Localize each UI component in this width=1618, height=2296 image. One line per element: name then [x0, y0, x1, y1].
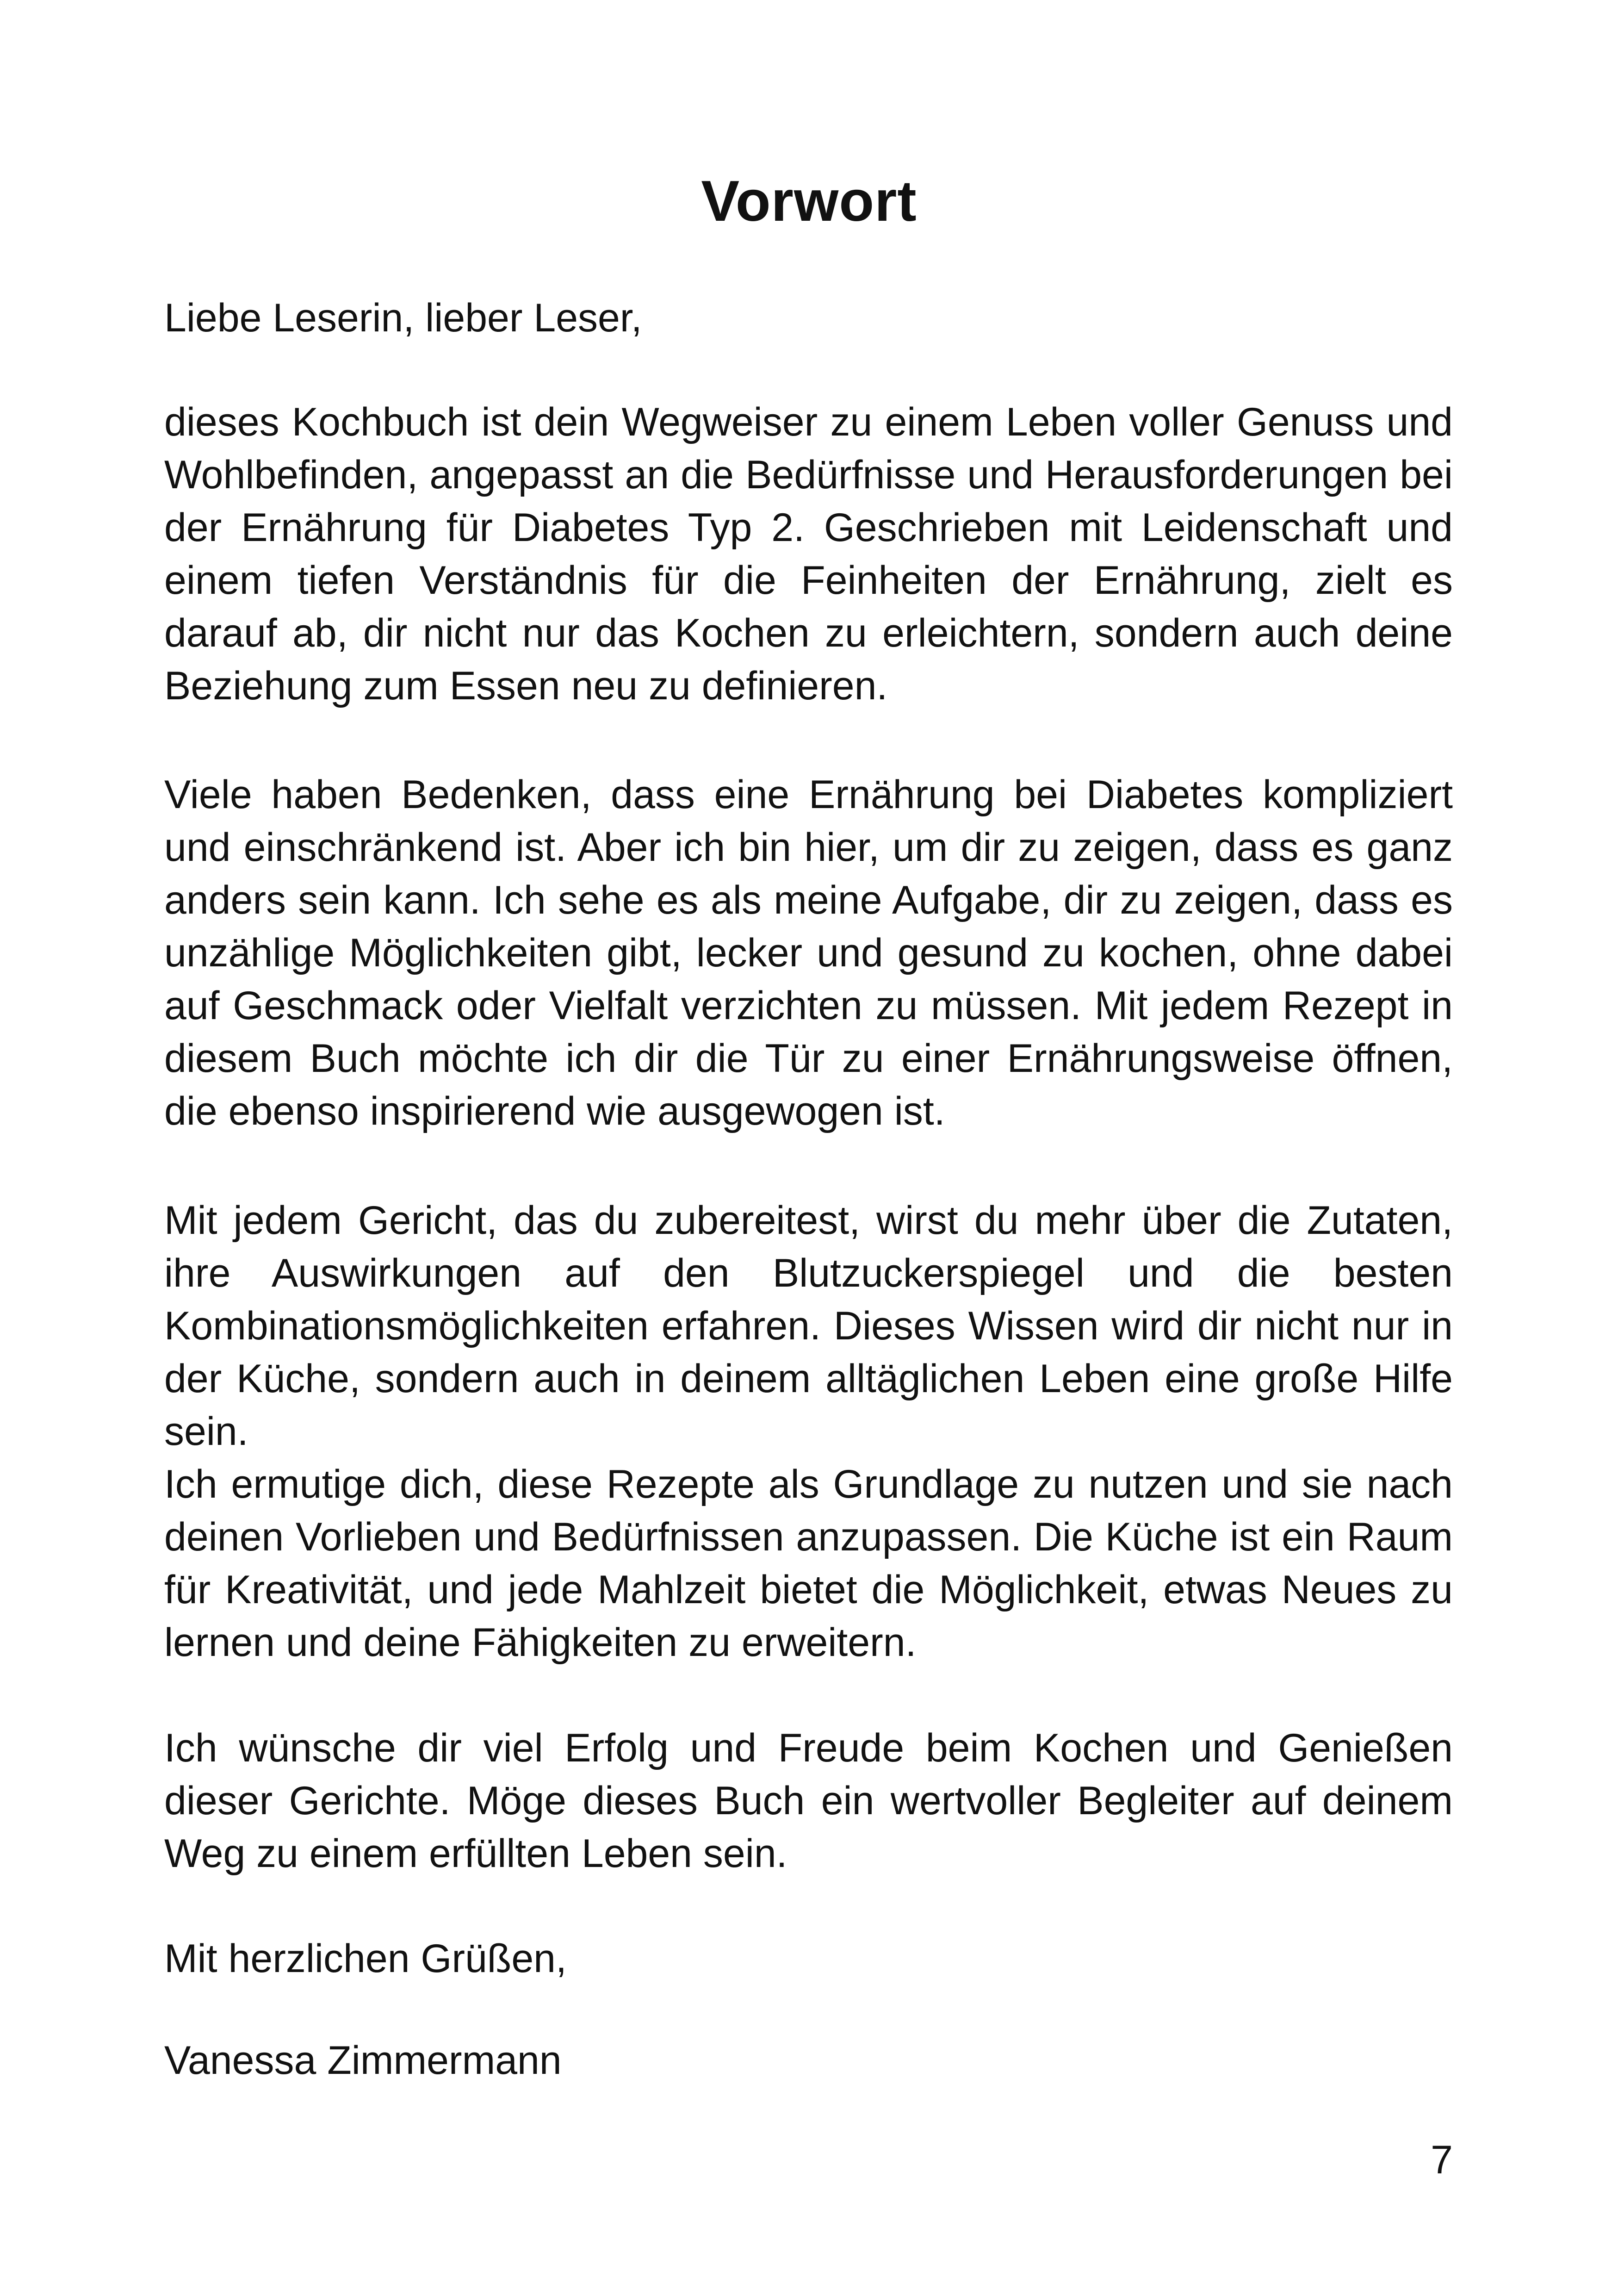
author-signature: Vanessa Zimmermann — [164, 2038, 562, 2083]
paragraph-learning: Mit jedem Gericht, das du zubereitest, wirst du mehr über die Zutaten, ihre Auswirkungen auf den Blutzuckerspiegel und die besten Kombinationsmöglichkeiten erfahren. Dieses Wissen wird dir nicht nur in der Küche, sondern auch in deinem alltäglichen Leben eine große Hilfe sein. — [164, 1198, 1453, 1454]
page-title: Vorwort — [701, 169, 917, 233]
paragraph-encouragement: Ich ermutige dich, diese Rezepte als Grundlage zu nutzen und sie nach deinen Vorlieben und Bedürfnissen anzupassen. Die Küche ist ein Raum für Kreativität, und jede Mahlzeit bietet die Möglichkeit, etwas Neues zu lernen und deine Fähigkeiten zu erweitern. — [164, 1462, 1453, 1665]
paragraph-concerns: Viele haben Bedenken, dass eine Ernährung bei Diabetes kompliziert und einschränkend ist. Aber ich bin hier, um dir zu zeigen, dass es ganz anders sein kann. Ich sehe es als meine Aufgabe, dir zu zeigen, dass es unzählige Möglichkeiten gibt, lecker und gesund zu kochen, ohne dabei auf Geschmack oder Vielfalt verzichten zu müssen. Mit jedem Rezept in diesem Buch möchte ich dir die Tür zu einer Ernährungsweise öffnen, die ebenso inspirierend wie ausgewogen ist. — [164, 772, 1453, 1133]
salutation: Liebe Leserin, lieber Leser, — [164, 296, 642, 340]
page-number: 7 — [1431, 2138, 1453, 2182]
paragraph-intro: dieses Kochbuch ist dein Wegweiser zu einem Leben voller Genuss und Wohlbefinden, angepasst an die Bedürfnisse und Herausforderungen bei der Ernährung für Diabetes Typ 2. Geschrieben mit Leidenschaft und einem tiefen Verständnis für die Feinheiten der Ernährung, zielt es darauf ab, dir nicht nur das Kochen zu erleichtern, sondern auch deine Beziehung zum Essen neu zu definieren. — [164, 400, 1453, 708]
paragraph-wishes: Ich wünsche dir viel Erfolg und Freude beim Kochen und Genießen dieser Gerichte. Möge dieses Buch ein wertvoller Begleiter auf deinem Weg zu einem erfüllten Leben sein. — [164, 1726, 1453, 1876]
closing-line: Mit herzlichen Grüßen, — [164, 1936, 567, 1981]
